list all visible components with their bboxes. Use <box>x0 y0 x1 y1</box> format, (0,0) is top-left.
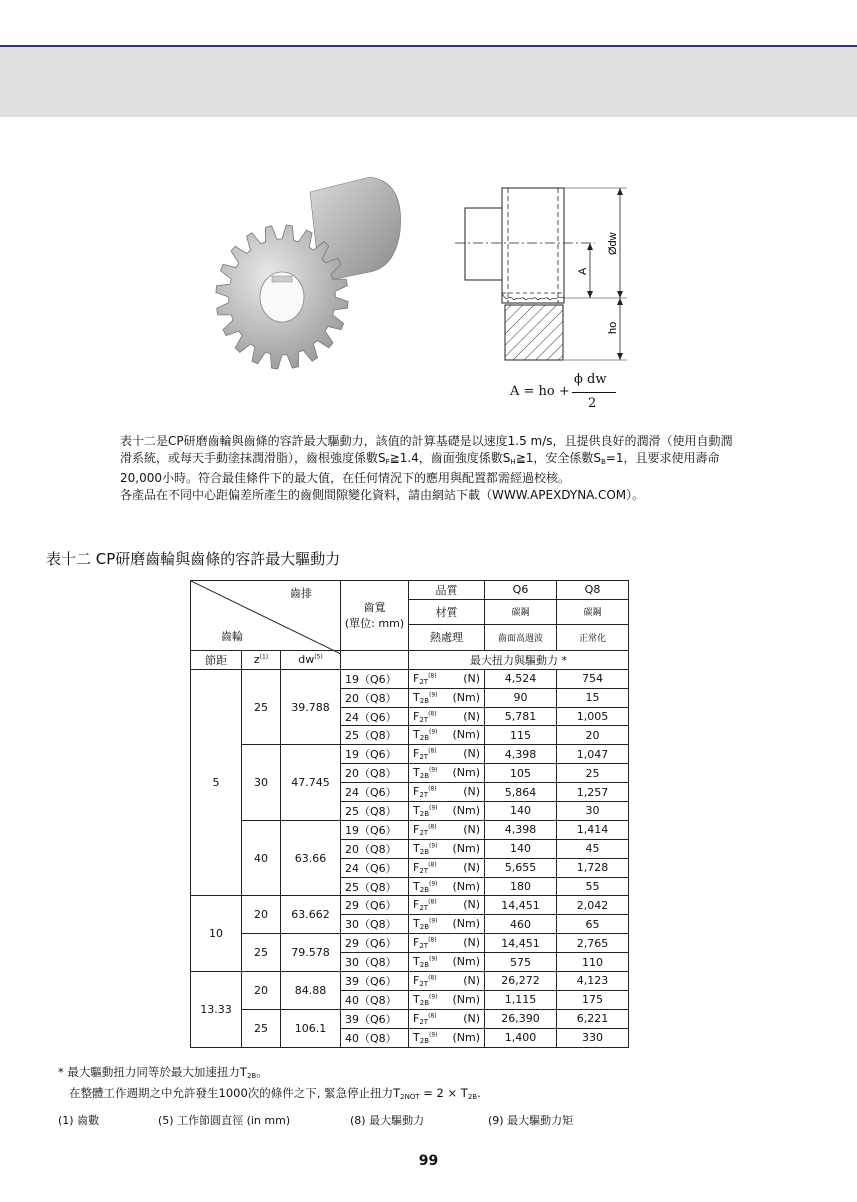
q8-value-cell: 65 <box>557 915 629 934</box>
q8-value-cell: 2,765 <box>557 934 629 953</box>
formula-lhs: A = ho + <box>510 384 570 399</box>
force-label-cell: $F_{2T}^{(8)}$ (N) <box>409 934 485 953</box>
q6-value-cell: 115 <box>485 726 557 745</box>
ho-label: ho <box>607 321 619 334</box>
note-line-1: * 最大驅動扭力同等於最大加速扭力$T_{2B}$。 <box>58 1065 268 1080</box>
force-label-cell: $F_{2T}^{(8)}$ (N) <box>409 858 485 877</box>
description-paragraph-2: 各產品在不同中心距偏差所產生的齒側間隙變化資料，請由網站下載（WWW.APEXDYNA.COM）。 <box>120 487 645 502</box>
face-width-cell: 40（Q8） <box>341 990 409 1009</box>
legend-item: (9) 最大驅動力矩 <box>488 1114 574 1127</box>
drive-force-table <box>190 580 629 1048</box>
note-line-2: 在整體工作週期之中允許發生1000次的條件之下, 緊急停止扭力$T_{2NOT} = 2 \times T_{2B}$. <box>69 1086 481 1101</box>
q6-value-cell: 26,272 <box>485 972 557 991</box>
q6-value-cell: 14,451 <box>485 934 557 953</box>
torque-label-cell: $T_{2B}^{(9)}$ (Nm) <box>409 953 485 972</box>
table-row <box>191 934 629 953</box>
q8-value-cell: 15 <box>557 688 629 707</box>
torque-label-cell: $T_{2B}^{(9)}$ (Nm) <box>409 915 485 934</box>
header-q8: Q8 <box>557 581 629 600</box>
face-width-cell: 20（Q8） <box>341 688 409 707</box>
q6-treatment: 齒面高週波 <box>485 624 557 650</box>
table-row <box>191 669 629 688</box>
q6-value-cell: 1,115 <box>485 990 557 1009</box>
q8-value-cell: 6,221 <box>557 1009 629 1028</box>
table-row <box>191 745 629 764</box>
header-diagonal-line <box>191 581 341 654</box>
force-label-cell: $F_{2T}^{(8)}$ (N) <box>409 745 485 764</box>
face-width-cell: 25（Q8） <box>341 802 409 821</box>
q8-value-cell: 45 <box>557 839 629 858</box>
q6-value-cell: 105 <box>485 764 557 783</box>
technical-drawing <box>455 180 645 370</box>
z-cell: 25 <box>242 669 281 745</box>
table-row <box>191 1009 629 1028</box>
q6-value-cell: 460 <box>485 915 557 934</box>
table-title: 表十二 CP研磨齒輪與齒條的容許最大驅動力 <box>46 550 341 568</box>
q6-value-cell: 180 <box>485 877 557 896</box>
header-diagonal-cell <box>191 581 341 651</box>
dw-cell: 47.745 <box>281 745 341 821</box>
description-paragraph-1: 表十二是CP研磨齒輪與齒條的容許最大驅動力，該值的計算基礎是以速度1.5 m/s，且提供良好的潤滑（使用自動潤滑系統，或每天手動塗抹潤滑脂），齒根強度係數$S_F≧1.4$，齒面強度係數$S_H≧1$，安全係數$S_B=1$，且要求使用壽命20,000小時。符合最佳條件下的最大值，在任何情況下的應用與配置都需經過校核。 <box>120 434 733 485</box>
col-dw: $dw^{(5)}$ <box>281 650 341 669</box>
torque-label-cell: $T_{2B}^{(9)}$ (Nm) <box>409 802 485 821</box>
force-label-cell: $F_{2T}^{(8)}$ (N) <box>409 1009 485 1028</box>
header-treatment: 熱處理 <box>409 624 485 650</box>
torque-label-cell: $T_{2B}^{(9)}$ (Nm) <box>409 764 485 783</box>
q8-value-cell: 330 <box>557 1028 629 1047</box>
header-rack: 齒排 <box>290 587 312 600</box>
col-pitch: 節距 <box>191 650 242 669</box>
face-width-cell: 40（Q8） <box>341 1028 409 1047</box>
table-row <box>191 972 629 991</box>
face-width-cell: 25（Q8） <box>341 726 409 745</box>
formula <box>510 370 620 420</box>
q8-value-cell: 30 <box>557 802 629 821</box>
face-width-cell: 20（Q8） <box>341 839 409 858</box>
force-label-cell: $F_{2T}^{(8)}$ (N) <box>409 783 485 802</box>
table-row <box>191 820 629 839</box>
z-cell: 40 <box>242 820 281 896</box>
q6-value-cell: 4,524 <box>485 669 557 688</box>
face-width-cell: 29（Q6） <box>341 934 409 953</box>
q8-value-cell: 25 <box>557 764 629 783</box>
col-force: 最大扭力與驅動力 * <box>409 650 629 669</box>
q6-value-cell: 4,398 <box>485 820 557 839</box>
q8-value-cell: 20 <box>557 726 629 745</box>
table-row <box>191 896 629 915</box>
a-label: A <box>577 267 589 275</box>
legend-item: (1) 齒數 <box>58 1114 100 1127</box>
torque-label-cell: $T_{2B}^{(9)}$ (Nm) <box>409 1028 485 1047</box>
legend-item: (5) 工作節圓直徑 (in mm) <box>158 1114 291 1127</box>
header-quality: 品質 <box>409 581 485 600</box>
q6-value-cell: 5,781 <box>485 707 557 726</box>
q8-treatment: 正常化 <box>557 624 629 650</box>
force-label-cell: $F_{2T}^{(8)}$ (N) <box>409 896 485 915</box>
pitch-cell: 13.33 <box>191 972 242 1048</box>
dw-cell: 79.578 <box>281 934 341 972</box>
table-body <box>191 669 629 1047</box>
q6-material: 碳鋼 <box>485 599 557 624</box>
q6-value-cell: 1,400 <box>485 1028 557 1047</box>
force-label-cell: $F_{2T}^{(8)}$ (N) <box>409 707 485 726</box>
description <box>120 433 740 503</box>
formula-denominator: 2 <box>588 396 597 411</box>
dw-cell: 106.1 <box>281 1009 341 1047</box>
q8-value-cell: 1,257 <box>557 783 629 802</box>
z-cell: 30 <box>242 745 281 821</box>
col-z: $z^{(1)}$ <box>242 650 281 669</box>
face-width-cell: 24（Q6） <box>341 858 409 877</box>
q8-value-cell: 1,728 <box>557 858 629 877</box>
q6-value-cell: 140 <box>485 802 557 821</box>
page-number: 99 <box>418 1153 439 1169</box>
header-band <box>0 47 857 117</box>
face-width-cell: 30（Q8） <box>341 915 409 934</box>
col-blank <box>341 650 409 669</box>
q8-value-cell: 1,005 <box>557 707 629 726</box>
force-label-cell: $F_{2T}^{(8)}$ (N) <box>409 972 485 991</box>
formula-numerator: ϕ dw <box>574 372 607 387</box>
dw-cell: 84.88 <box>281 972 341 1010</box>
q6-value-cell: 140 <box>485 839 557 858</box>
formula-fraction-bar <box>572 392 616 393</box>
torque-label-cell: $T_{2B}^{(9)}$ (Nm) <box>409 688 485 707</box>
q8-value-cell: 4,123 <box>557 972 629 991</box>
face-width-cell: 24（Q6） <box>341 783 409 802</box>
z-cell: 25 <box>242 1009 281 1047</box>
torque-label-cell: $T_{2B}^{(9)}$ (Nm) <box>409 839 485 858</box>
face-width-cell: 39（Q6） <box>341 972 409 991</box>
dw-label: Ødw <box>607 232 619 255</box>
q6-value-cell: 14,451 <box>485 896 557 915</box>
face-width-cell: 29（Q6） <box>341 896 409 915</box>
q8-value-cell: 2,042 <box>557 896 629 915</box>
torque-label-cell: $T_{2B}^{(9)}$ (Nm) <box>409 990 485 1009</box>
torque-label-cell: $T_{2B}^{(9)}$ (Nm) <box>409 726 485 745</box>
header-q6: Q6 <box>485 581 557 600</box>
q6-value-cell: 5,864 <box>485 783 557 802</box>
dw-cell: 39.788 <box>281 669 341 745</box>
face-width-cell: 20（Q8） <box>341 764 409 783</box>
face-width-cell: 19（Q6） <box>341 669 409 688</box>
q8-value-cell: 110 <box>557 953 629 972</box>
dw-cell: 63.662 <box>281 896 341 934</box>
header-gear: 齒輪 <box>221 629 243 643</box>
face-width-cell: 24（Q6） <box>341 707 409 726</box>
header-face-width: 齒寬 (單位: mm) <box>341 581 409 651</box>
gear-illustration <box>200 172 415 372</box>
header-material: 材質 <box>409 599 485 624</box>
q8-value-cell: 55 <box>557 877 629 896</box>
q8-value-cell: 175 <box>557 990 629 1009</box>
z-cell: 20 <box>242 896 281 934</box>
q6-value-cell: 5,655 <box>485 858 557 877</box>
dw-cell: 63.66 <box>281 820 341 896</box>
face-width-cell: 30（Q8） <box>341 953 409 972</box>
notes <box>58 1064 481 1106</box>
q8-value-cell: 1,047 <box>557 745 629 764</box>
q8-value-cell: 1,414 <box>557 820 629 839</box>
z-cell: 20 <box>242 972 281 1010</box>
force-label-cell: $F_{2T}^{(8)}$ (N) <box>409 669 485 688</box>
q6-value-cell: 575 <box>485 953 557 972</box>
q6-value-cell: 4,398 <box>485 745 557 764</box>
face-width-cell: 19（Q6） <box>341 745 409 764</box>
face-width-cell: 39（Q6） <box>341 1009 409 1028</box>
torque-label-cell: $T_{2B}^{(9)}$ (Nm) <box>409 877 485 896</box>
q6-value-cell: 26,390 <box>485 1009 557 1028</box>
q6-value-cell: 90 <box>485 688 557 707</box>
force-label-cell: $F_{2T}^{(8)}$ (N) <box>409 820 485 839</box>
face-width-cell: 19（Q6） <box>341 820 409 839</box>
pitch-cell: 10 <box>191 896 242 972</box>
q8-value-cell: 754 <box>557 669 629 688</box>
z-cell: 25 <box>242 934 281 972</box>
face-width-cell: 25（Q8） <box>341 877 409 896</box>
q8-material: 碳鋼 <box>557 599 629 624</box>
pitch-cell: 5 <box>191 669 242 896</box>
legend-item: (8) 最大驅動力 <box>350 1114 425 1127</box>
